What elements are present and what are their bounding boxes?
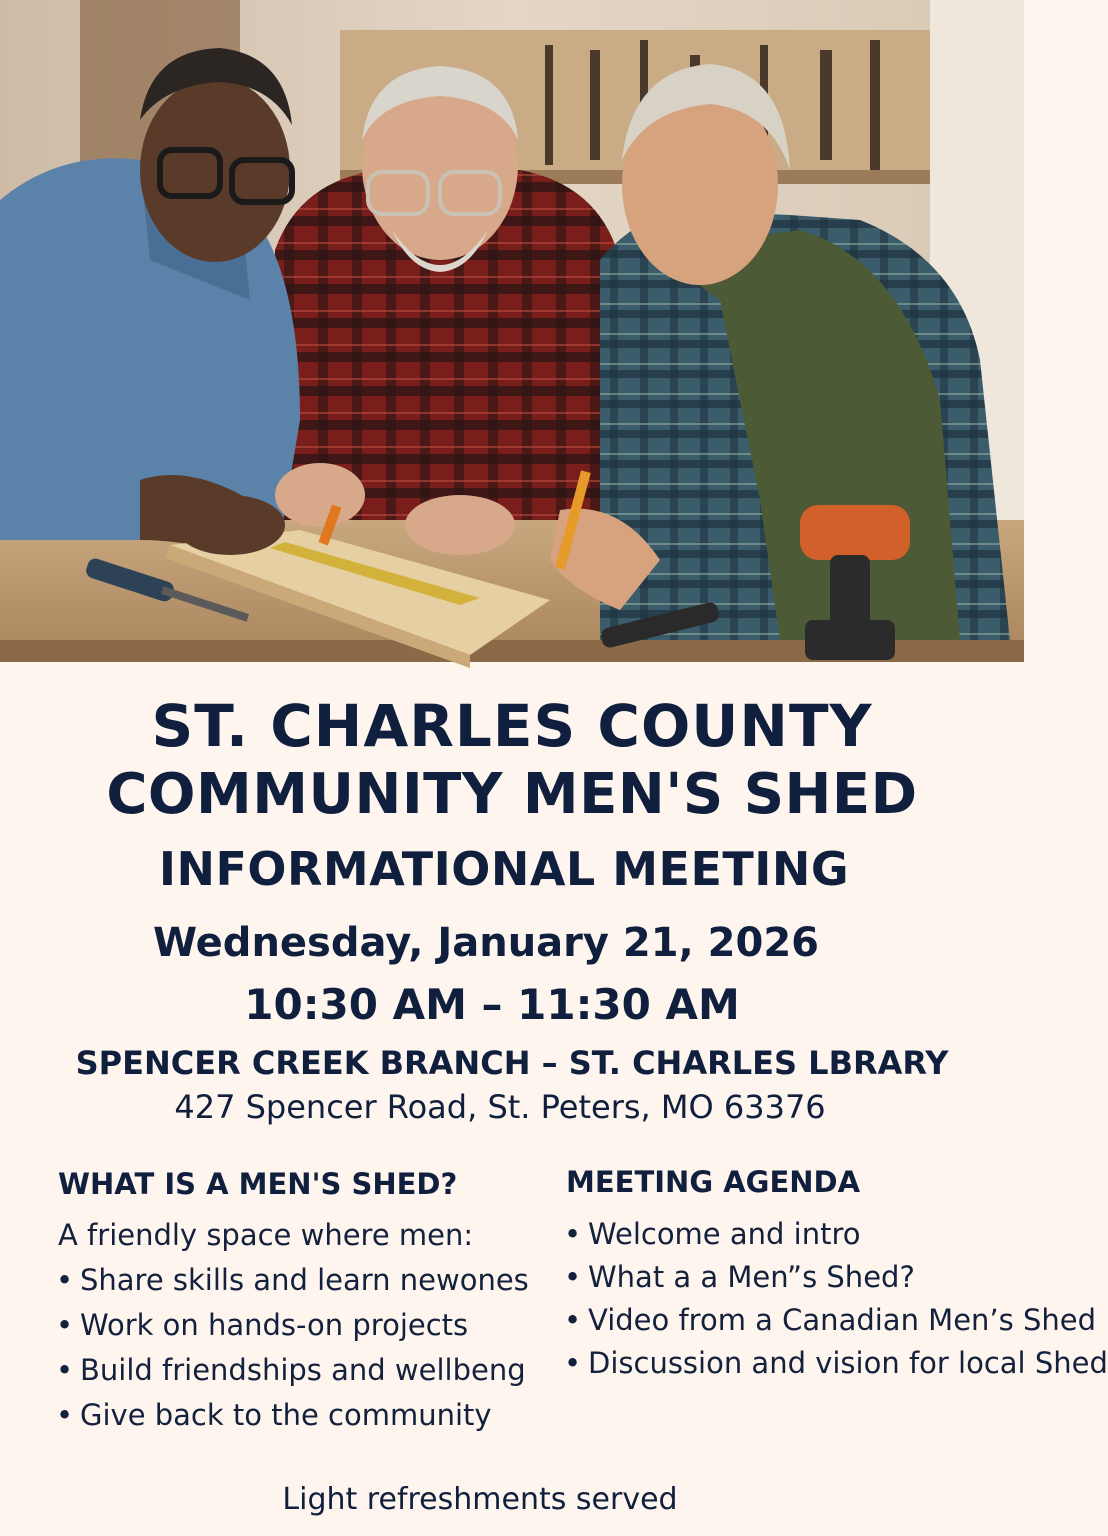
event-venue: SPENCER CREEK BRANCH – ST. CHARLES LBRARY (75, 1044, 949, 1082)
event-time: 10:30 AM – 11:30 AM (244, 980, 740, 1029)
title-line-2: COMMUNITY MEN'S SHED (106, 762, 918, 827)
flyer-text-area (0, 662, 1108, 1536)
list-item: • Welcome and intro (564, 1217, 861, 1251)
list-item: • Give back to the community (56, 1398, 492, 1432)
list-item: • Video from a Canadian Men’s Shed (564, 1303, 1096, 1337)
about-list (56, 1262, 529, 1442)
event-date: Wednesday, January 21, 2026 (152, 920, 819, 966)
agenda-list (564, 1214, 1108, 1386)
list-item: • Work on hands-on projects (56, 1308, 469, 1342)
refreshments-note: Light refreshments served (282, 1482, 678, 1517)
title-line-1: ST. CHARLES COUNTY (151, 692, 873, 760)
about-intro: A friendly space where men: (58, 1218, 474, 1252)
meeting-subtitle: INFORMATIONAL MEETING (158, 842, 850, 896)
list-item: • Build friendships and wellbeng (56, 1353, 526, 1387)
event-address: 427 Spencer Road, St. Peters, MO 63376 (174, 1088, 826, 1126)
woodworking-photo (0, 0, 1024, 662)
about-heading: WHAT IS A MEN'S SHED? (58, 1167, 458, 1201)
agenda-heading: MEETING AGENDA (566, 1165, 861, 1199)
list-item: • Share skills and learn newones (56, 1263, 529, 1297)
list-item: • Discussion and vision for local Shed (564, 1346, 1108, 1380)
list-item: • What a a Men”s Shed? (564, 1260, 915, 1294)
